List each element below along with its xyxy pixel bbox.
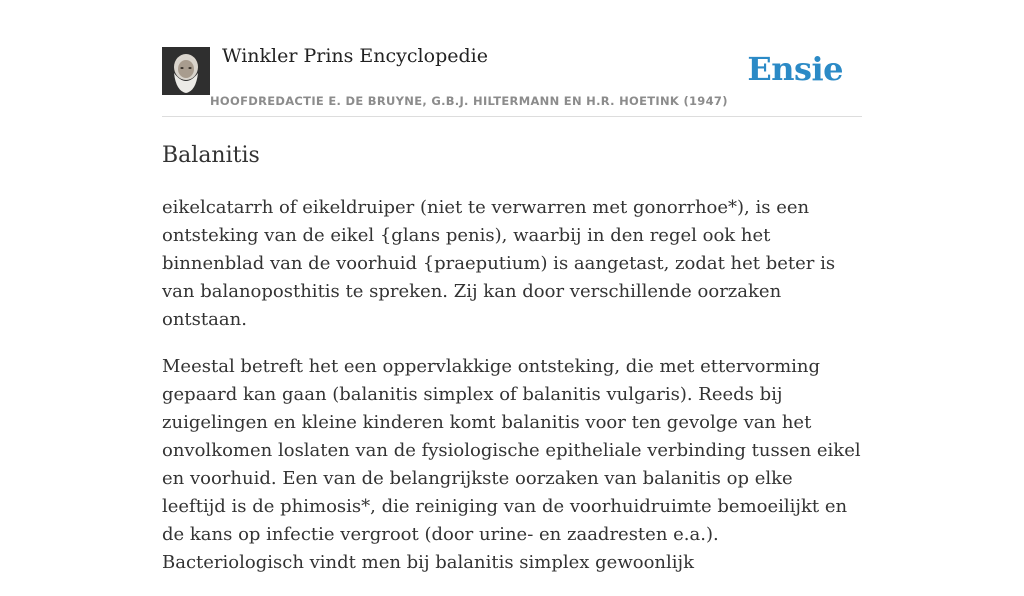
- article-body: [162, 194, 862, 577]
- editors-caption: HOOFDREDACTIE E. DE BRUYNE, G.B.J. HILTERMANN EN H.R. HOETINK (1947): [210, 94, 728, 108]
- ensie-logo[interactable]: Ensie: [747, 50, 843, 88]
- portrait-image: [162, 47, 210, 95]
- page-container: [162, 0, 862, 596]
- article-title: Balanitis: [162, 143, 260, 168]
- article-paragraph: Meestal betreft het een oppervlakkige ontsteking, die met ettervorming gepaard kan gaan (balanitis simplex of balanitis vulgaris). Reeds bij zuigelingen en kleine kinderen komt balanitis voor ten gevolge van het onvolkomen loslaten van de fysiologische epitheliale verbinding tussen eikel en voorhuid. Een van de belangrijkste oorzaken van balanitis op elke leeftijd is de phimosis*, die reiniging van de voorhuidruimte bemoeilijkt en de kans op infectie vergroot (door urine- en zaadresten e.a.). Bacteriologisch vindt men bij balanitis simplex gewoonlijk: [162, 356, 861, 573]
- author-avatar[interactable]: [162, 47, 210, 95]
- article-paragraph: eikelcatarrh of eikeldruiper (niet te verwarren met gonorrhoe*), is een ontsteking van de eikel {glans penis), waarbij in den regel ook het binnenblad van de voorhuid {praeputium) is aangetast, zodat het beter is van balanoposthitis te spreken. Zij kan door verschillende oorzaken ontstaan.: [162, 197, 836, 330]
- source-header: [162, 0, 862, 117]
- source-title-link[interactable]: Winkler Prins Encyclopedie: [222, 45, 488, 67]
